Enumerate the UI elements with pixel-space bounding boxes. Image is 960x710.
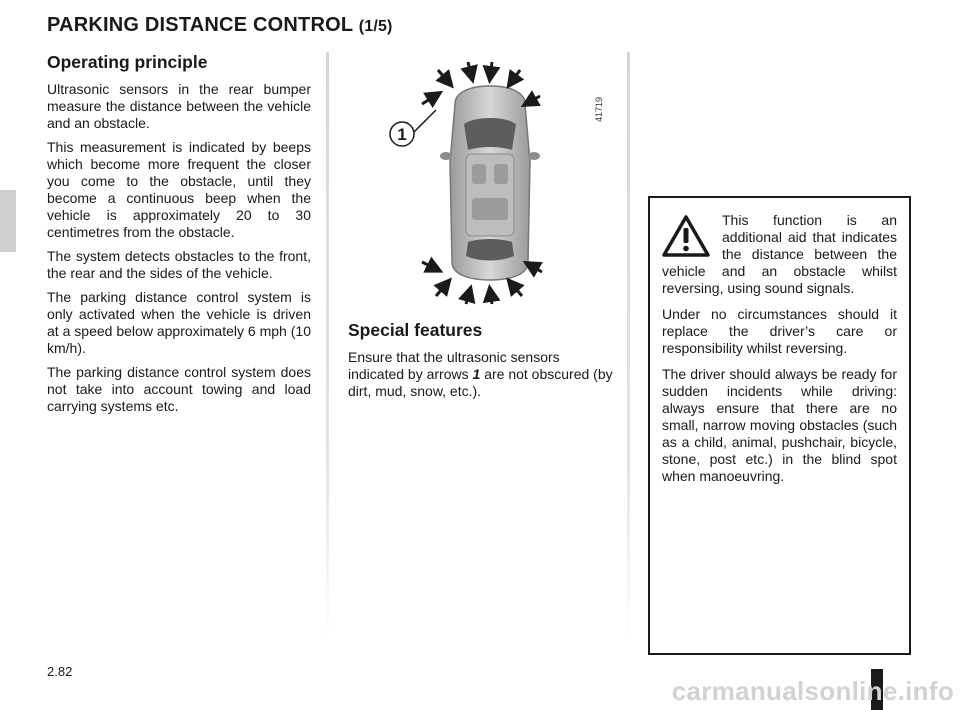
operating-paragraph: The parking distance control system is only activated when the vehicle is driven at a speed below approximately 6 mph (10 km/h). [47, 289, 311, 356]
page-title [47, 14, 393, 37]
warning-paragraph: The driver should always be ready for sudden incidents while driving: always ensure that there are no small, narrow moving obstacles (such as a child, animal, pushchair, bicycle, stone, post etc.) in the blind spot when manoeuvring. [662, 366, 897, 484]
operating-heading: Operating principle [47, 52, 208, 72]
special-paragraph [348, 349, 614, 400]
watermark: carmanualsonline.info [671, 676, 954, 706]
warning-paragraph: Under no circumstances should it replace the driver’s care or responsibility whilst reversing. [662, 306, 897, 356]
special-text-start: Ensure that the ultrasonic sensors indicated by arrows [348, 349, 560, 382]
page-title-text: PARKING DISTANCE CONTROL [47, 14, 353, 36]
operating-paragraph: This measurement is indicated by beeps which become more frequent the closer you come to the obstacle, until they become a continuous beep when the vehicle is approximately 20 to 30 centimetres from the obstacle. [47, 139, 311, 240]
column-divider [326, 52, 329, 642]
warning-box [648, 196, 911, 655]
section-tab [0, 190, 16, 252]
car-sensor-illustration [380, 52, 620, 312]
warning-paragraph: This function is an additional aid that indicates the distance between the vehicle and an obstacle whilst reversing, using sound signals. [662, 212, 897, 296]
figure-code [593, 92, 605, 122]
operating-paragraph: Ultrasonic sensors in the rear bumper measure the distance between the vehicle and an obstacle. [47, 81, 311, 131]
special-heading: Special features [348, 320, 483, 340]
special-section [348, 320, 614, 407]
figure-code-text: 41719 [594, 96, 604, 122]
page-number: 2.82 [47, 664, 73, 679]
operating-paragraph: The system detects obstacles to the front, the rear and the sides of the vehicle. [47, 248, 311, 281]
car-rear-window [466, 239, 514, 261]
page-title-part: (1/5) [358, 18, 393, 35]
special-ref-number: 1 [472, 366, 481, 382]
operating-paragraph: The parking distance control system does not take into account towing and load carrying systems etc. [47, 364, 311, 414]
car-top-view-icon [380, 52, 620, 312]
callout-number: 1 [397, 125, 407, 144]
callout-line [414, 110, 436, 132]
operating-section [47, 52, 311, 422]
column-divider [627, 52, 630, 642]
car-windscreen [464, 118, 516, 150]
special-text-end: are not obscured (by dirt, mud, snow, etc.). [348, 366, 613, 399]
warning-triangle-icon [662, 214, 710, 258]
